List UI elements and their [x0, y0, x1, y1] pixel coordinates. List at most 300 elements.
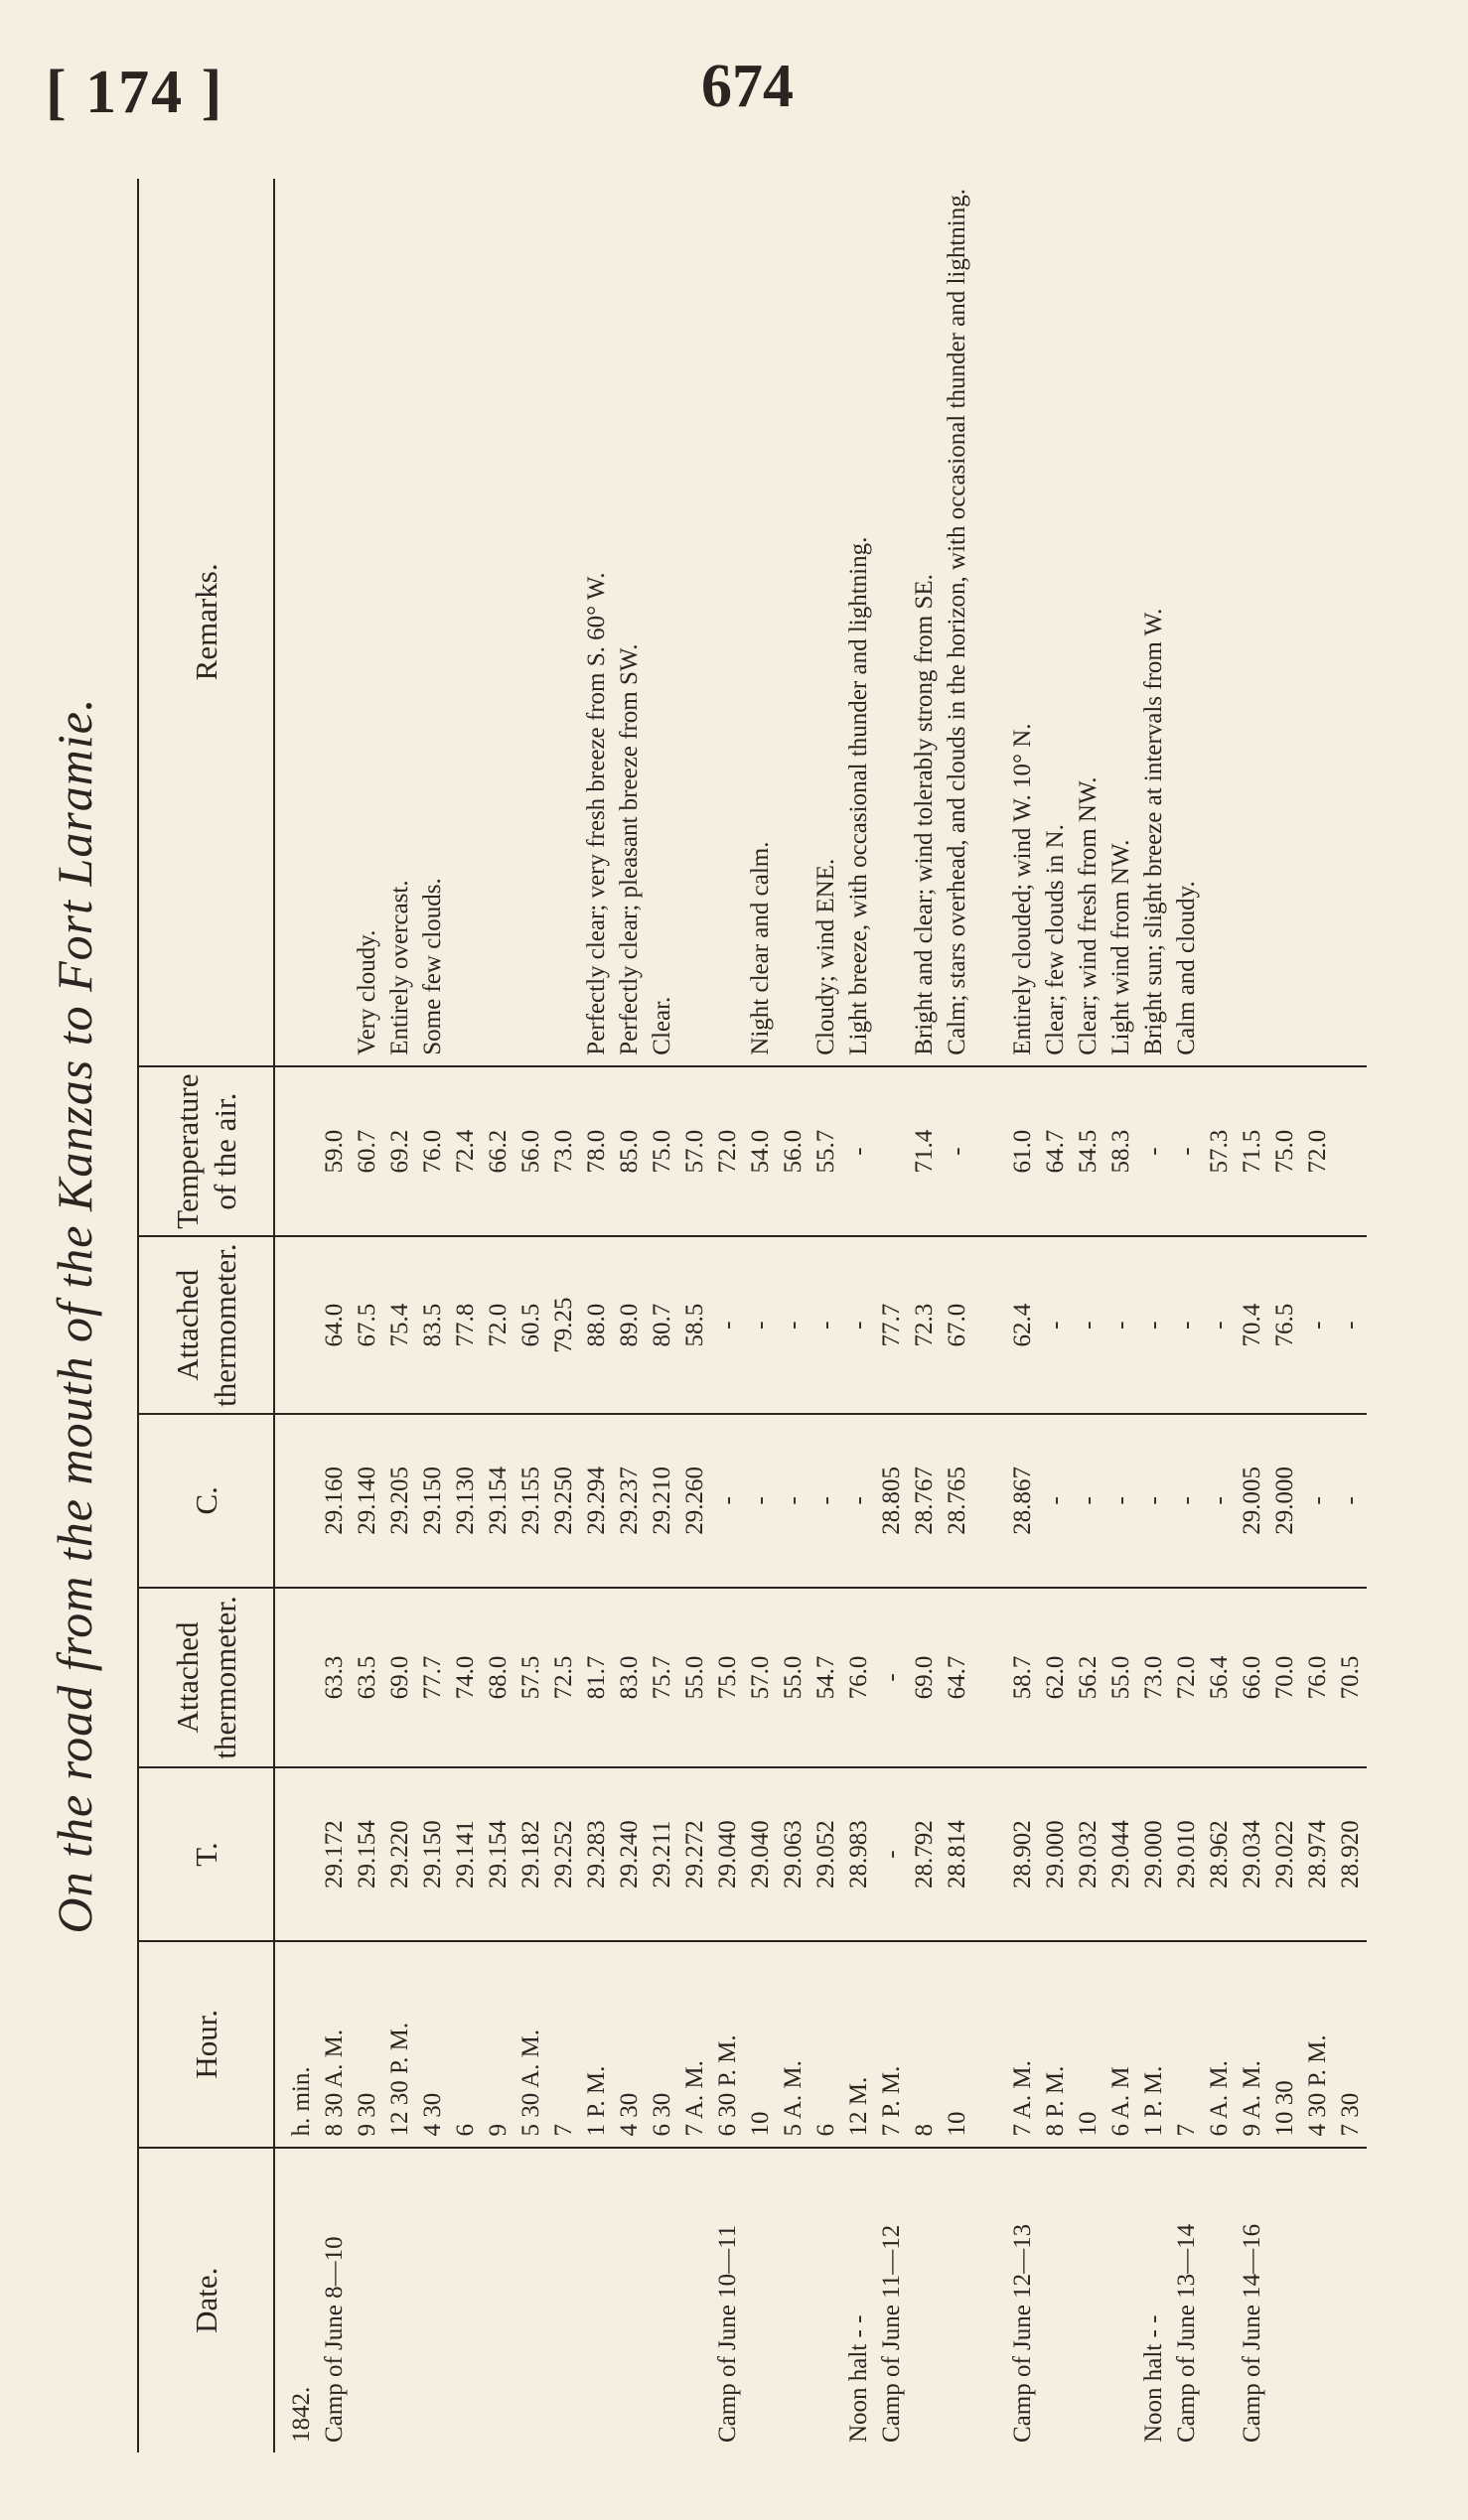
cell-c: -	[744, 1414, 777, 1588]
cell-attached-2: -	[777, 1236, 809, 1413]
header-attached-thermometer-1: Attached thermometer.	[138, 1588, 274, 1767]
cell-c: -	[1170, 1414, 1203, 1588]
cell-t: 28.974	[1301, 1767, 1334, 1941]
table-row	[711, 179, 744, 2452]
cell-date: Noon halt - -	[845, 2314, 872, 2443]
cell-air: 85.0	[613, 1066, 646, 1237]
cell-t: 29.000	[1039, 1767, 1072, 1941]
table-row	[580, 179, 613, 2452]
cell-t: 29.000	[1137, 1767, 1170, 1941]
cell-attached-2: 72.0	[482, 1236, 514, 1413]
cell-attached-1: 72.5	[547, 1588, 580, 1767]
cell-date	[547, 2148, 580, 2452]
cell-air: 66.2	[482, 1066, 514, 1237]
cell-remarks	[547, 179, 580, 1066]
cell-hour: 10	[744, 1941, 777, 2148]
cell-hour: 1 P. M.	[1137, 1941, 1170, 2148]
cell-remarks: Entirely overcast.	[383, 179, 416, 1066]
cell-air: -	[1170, 1066, 1203, 1237]
cell-attached-2: -	[1039, 1236, 1072, 1413]
cell-attached-2	[973, 1236, 1006, 1413]
cell-hour: 6	[449, 1941, 482, 2148]
cell-date	[744, 2148, 777, 2452]
cell-hour: 9 A. M.	[1236, 1941, 1268, 2148]
cell-remarks	[1334, 179, 1367, 1066]
cell-air: 54.0	[744, 1066, 777, 1237]
cell-date	[482, 2148, 514, 2452]
cell-t: 29.154	[482, 1767, 514, 1941]
cell-attached-1: 55.0	[777, 1588, 809, 1767]
cell-air: 56.0	[514, 1066, 547, 1237]
cell-attached-2: 60.5	[514, 1236, 547, 1413]
cell-air: 73.0	[547, 1066, 580, 1237]
cell-air: 55.7	[809, 1066, 842, 1237]
cell-c: -	[711, 1414, 744, 1588]
cell-hour: 8 P. M.	[1039, 1941, 1072, 2148]
cell-c: 28.805	[875, 1414, 908, 1588]
cell-c: 28.765	[941, 1414, 973, 1588]
cell-date	[678, 2148, 711, 2452]
cell-attached-2: 67.0	[941, 1236, 973, 1413]
table-row	[941, 179, 973, 2452]
cell-c: 29.140	[351, 1414, 383, 1588]
cell-c	[973, 1414, 1006, 1588]
cell-c: -	[1137, 1414, 1170, 1588]
cell-remarks: Bright and clear; wind tolerably strong from SE.	[908, 179, 941, 1066]
cell-attached-2: 79.25	[547, 1236, 580, 1413]
cell-attached-2: 89.0	[613, 1236, 646, 1413]
cell-date: Noon halt - -	[1140, 2314, 1167, 2443]
cell-air	[1334, 1066, 1367, 1237]
cell-c: -	[1104, 1414, 1137, 1588]
cell-t: 29.022	[1268, 1767, 1301, 1941]
cell-remarks: Perfectly clear; very fresh breeze from S. 60° W.	[580, 179, 613, 1066]
cell-attached-1: 64.7	[941, 1588, 973, 1767]
cell-t: 29.040	[711, 1767, 744, 1941]
cell-air: 76.0	[416, 1066, 449, 1237]
cell-attached-2: -	[1301, 1236, 1334, 1413]
cell-remarks: Clear; wind fresh from NW.	[1072, 179, 1104, 1066]
cell-air: 75.0	[1268, 1066, 1301, 1237]
cell-hour: 10 30	[1268, 1941, 1301, 2148]
cell-air: 71.4	[908, 1066, 941, 1237]
cell-t: 28.814	[941, 1767, 973, 1941]
cell-attached-2: 58.5	[678, 1236, 711, 1413]
cell-t: 28.962	[1203, 1767, 1236, 1941]
cell-remarks	[973, 179, 1006, 1066]
page-number: 674	[701, 53, 794, 120]
cell-t: 29.032	[1072, 1767, 1104, 1941]
cell-attached-2: 77.7	[875, 1236, 908, 1413]
rotated-page-content	[40, 179, 1420, 2452]
cell-air: 56.0	[777, 1066, 809, 1237]
table-row	[875, 179, 908, 2452]
cell-remarks: Cloudy; wind ENE.	[809, 179, 842, 1066]
table-header-row	[138, 179, 274, 2452]
cell-air: 57.0	[678, 1066, 711, 1237]
cell-attached-2	[274, 1236, 318, 1413]
cell-t: 29.283	[580, 1767, 613, 1941]
cell-t	[274, 1767, 318, 1941]
cell-air: 72.0	[1301, 1066, 1334, 1237]
header-date: Date.	[138, 2148, 274, 2452]
cell-attached-1: 56.4	[1203, 1588, 1236, 1767]
cell-attached-1: 54.7	[809, 1588, 842, 1767]
cell-hour: 7 A. M.	[678, 1941, 711, 2148]
header-hour: Hour.	[138, 1941, 274, 2148]
cell-date	[1072, 2148, 1104, 2452]
cell-attached-2: 88.0	[580, 1236, 613, 1413]
cell-c: 29.205	[383, 1414, 416, 1588]
cell-attached-2: -	[842, 1236, 875, 1413]
cell-t: 29.154	[351, 1767, 383, 1941]
header-c: C.	[138, 1414, 274, 1588]
page-title: On the road from the mouth of the Kanzas to Fort Laramie.	[47, 697, 102, 1934]
cell-air	[274, 1066, 318, 1237]
table-row	[1006, 179, 1039, 2452]
table-row	[416, 179, 449, 2452]
table-row	[1137, 179, 1170, 2452]
cell-t: 29.220	[383, 1767, 416, 1941]
table-row	[383, 179, 416, 2452]
cell-air: 71.5	[1236, 1066, 1268, 1237]
cell-hour: 7 P. M.	[875, 1941, 908, 2148]
cell-t: 28.792	[908, 1767, 941, 1941]
cell-remarks	[1236, 179, 1268, 1066]
table-row	[809, 179, 842, 2452]
cell-attached-1: 63.3	[318, 1588, 351, 1767]
table-row	[973, 179, 1006, 2452]
cell-attached-2: 72.3	[908, 1236, 941, 1413]
cell-attached-1: 57.0	[744, 1588, 777, 1767]
table-row	[908, 179, 941, 2452]
cell-t: 29.010	[1170, 1767, 1203, 1941]
cell-hour: 4 30 P. M.	[1301, 1941, 1334, 2148]
cell-attached-2: 80.7	[646, 1236, 678, 1413]
cell-attached-1: 69.0	[383, 1588, 416, 1767]
cell-remarks	[449, 179, 482, 1066]
cell-t: 29.272	[678, 1767, 711, 1941]
bracket-page-number: [ 174 ]	[46, 59, 224, 126]
cell-remarks	[1203, 179, 1236, 1066]
cell-air: 75.0	[646, 1066, 678, 1237]
cell-t: 29.141	[449, 1767, 482, 1941]
cell-attached-1: 55.0	[678, 1588, 711, 1767]
cell-t: 29.052	[809, 1767, 842, 1941]
cell-hour: 12 30 P. M.	[383, 1941, 416, 2148]
cell-date	[973, 2148, 1006, 2452]
cell-hour: 7 A. M.	[1006, 1941, 1039, 2148]
cell-attached-1: 66.0	[1236, 1588, 1268, 1767]
cell-date	[416, 2148, 449, 2452]
cell-attached-1: 63.5	[351, 1588, 383, 1767]
cell-attached-1: 81.7	[580, 1588, 613, 1767]
cell-t: 29.211	[646, 1767, 678, 1941]
cell-hour: 6	[809, 1941, 842, 2148]
cell-date	[580, 2148, 613, 2452]
cell-hour	[973, 1941, 1006, 2148]
cell-attached-1: 70.5	[1334, 1588, 1367, 1767]
table-row	[318, 179, 351, 2452]
cell-hour: 8 30 A. M.	[318, 1941, 351, 2148]
cell-air: 69.2	[383, 1066, 416, 1237]
cell-air: 59.0	[318, 1066, 351, 1237]
cell-attached-2: -	[1334, 1236, 1367, 1413]
cell-attached-2: -	[711, 1236, 744, 1413]
cell-attached-2: 62.4	[1006, 1236, 1039, 1413]
cell-date	[646, 2148, 678, 2452]
cell-hour: 6 30	[646, 1941, 678, 2148]
cell-air: 64.7	[1039, 1066, 1072, 1237]
cell-remarks: Very cloudy.	[351, 179, 383, 1066]
cell-c: 29.005	[1236, 1414, 1268, 1588]
cell-air: 72.0	[711, 1066, 744, 1237]
cell-attached-1: 62.0	[1039, 1588, 1072, 1767]
cell-c: -	[1072, 1414, 1104, 1588]
cell-remarks: Light wind from NW.	[1104, 179, 1137, 1066]
cell-date	[1104, 2148, 1137, 2452]
cell-remarks: Clear; few clouds in N.	[1039, 179, 1072, 1066]
cell-attached-2: -	[1137, 1236, 1170, 1413]
cell-hour: 7 30	[1334, 1941, 1367, 2148]
cell-c: -	[842, 1414, 875, 1588]
cell-air: 58.3	[1104, 1066, 1137, 1237]
cell-date	[1268, 2148, 1301, 2452]
table-row	[1104, 179, 1137, 2452]
cell-t: 29.044	[1104, 1767, 1137, 1941]
cell-remarks	[1268, 179, 1301, 1066]
cell-c: 29.155	[514, 1414, 547, 1588]
cell-t: 29.240	[613, 1767, 646, 1941]
cell-air: -	[1137, 1066, 1170, 1237]
cell-attached-2: 70.4	[1236, 1236, 1268, 1413]
cell-attached-1: 58.7	[1006, 1588, 1039, 1767]
cell-air: -	[842, 1066, 875, 1237]
cell-hour: 9 30	[351, 1941, 383, 2148]
cell-date: Camp of June 10—11	[714, 2224, 741, 2443]
cell-attached-1	[274, 1588, 318, 1767]
table-row	[1072, 179, 1104, 2452]
cell-attached-1: 72.0	[1170, 1588, 1203, 1767]
cell-attached-2: -	[1072, 1236, 1104, 1413]
cell-hour: 7	[547, 1941, 580, 2148]
cell-c: -	[809, 1414, 842, 1588]
cell-t: 28.983	[842, 1767, 875, 1941]
cell-air: 54.5	[1072, 1066, 1104, 1237]
cell-air: 61.0	[1006, 1066, 1039, 1237]
cell-remarks	[711, 179, 744, 1066]
cell-date	[941, 2148, 973, 2452]
header-air-temperature: Temperature of the air.	[138, 1066, 274, 1237]
cell-attached-2: -	[1203, 1236, 1236, 1413]
cell-t: 28.902	[1006, 1767, 1039, 1941]
cell-c: 29.130	[449, 1414, 482, 1588]
table-row	[678, 179, 711, 2452]
table-row	[1301, 179, 1334, 2452]
cell-attached-1: 70.0	[1268, 1588, 1301, 1767]
cell-remarks: Clear.	[646, 179, 678, 1066]
cell-date	[809, 2148, 842, 2452]
header-attached-thermometer-2: Attached thermometer.	[138, 1236, 274, 1413]
cell-remarks: Light breeze, with occasional thunder and lightning.	[842, 179, 875, 1066]
cell-t: -	[875, 1767, 908, 1941]
cell-attached-1: 76.0	[1301, 1588, 1334, 1767]
cell-hour: 10	[1072, 1941, 1104, 2148]
table-row	[1236, 179, 1268, 2452]
cell-attached-2: 77.8	[449, 1236, 482, 1413]
table-row	[351, 179, 383, 2452]
table-row	[1039, 179, 1072, 2452]
cell-air: 78.0	[580, 1066, 613, 1237]
cell-attached-1: 74.0	[449, 1588, 482, 1767]
table-row	[1334, 179, 1367, 2452]
cell-hour: 5 30 A. M.	[514, 1941, 547, 2148]
table-row	[547, 179, 580, 2452]
cell-attached-1: 76.0	[842, 1588, 875, 1767]
cell-c: 29.250	[547, 1414, 580, 1588]
cell-date: 1842.	[288, 2386, 315, 2443]
cell-attached-1: 69.0	[908, 1588, 941, 1767]
table-row	[646, 179, 678, 2452]
cell-date: Camp of June 8—10	[321, 2236, 348, 2443]
table-row	[274, 179, 318, 2452]
cell-hour: 1 P. M.	[580, 1941, 613, 2148]
cell-t: 29.252	[547, 1767, 580, 1941]
table-row	[449, 179, 482, 2452]
cell-hour: 6 A. M	[1104, 1941, 1137, 2148]
cell-date: Camp of June 13—14	[1173, 2223, 1200, 2443]
cell-remarks: Some few clouds.	[416, 179, 449, 1066]
cell-c: 29.160	[318, 1414, 351, 1588]
cell-hour: 6 30 P. M.	[711, 1941, 744, 2148]
cell-hour: 6 A. M.	[1203, 1941, 1236, 2148]
cell-hour: 12 M.	[842, 1941, 875, 2148]
cell-c: 29.210	[646, 1414, 678, 1588]
cell-remarks	[678, 179, 711, 1066]
table-row	[613, 179, 646, 2452]
cell-t: 29.182	[514, 1767, 547, 1941]
cell-c: 29.237	[613, 1414, 646, 1588]
cell-date	[449, 2148, 482, 2452]
cell-date: Camp of June 14—16	[1239, 2223, 1265, 2443]
cell-attached-1: 75.0	[711, 1588, 744, 1767]
cell-remarks: Calm and cloudy.	[1170, 179, 1203, 1066]
cell-date	[383, 2148, 416, 2452]
cell-remarks	[482, 179, 514, 1066]
cell-c: -	[777, 1414, 809, 1588]
cell-remarks	[274, 179, 318, 1066]
cell-attached-1: 83.0	[613, 1588, 646, 1767]
cell-hour: 7	[1170, 1941, 1203, 2148]
cell-date	[777, 2148, 809, 2452]
cell-attached-2: 75.4	[383, 1236, 416, 1413]
table-row	[744, 179, 777, 2452]
cell-t: 29.150	[416, 1767, 449, 1941]
cell-attached-1: 55.0	[1104, 1588, 1137, 1767]
cell-air: 57.3	[1203, 1066, 1236, 1237]
table-row	[777, 179, 809, 2452]
cell-c: 29.000	[1268, 1414, 1301, 1588]
cell-t: 29.063	[777, 1767, 809, 1941]
cell-date: Camp of June 11—12	[878, 2224, 905, 2443]
cell-attached-1: 57.5	[514, 1588, 547, 1767]
header-remarks: Remarks.	[138, 179, 274, 1066]
table-row	[514, 179, 547, 2452]
cell-attached-1: 68.0	[482, 1588, 514, 1767]
table-row	[1203, 179, 1236, 2452]
cell-c: 29.294	[580, 1414, 613, 1588]
cell-attached-2: 64.0	[318, 1236, 351, 1413]
cell-t: 29.172	[318, 1767, 351, 1941]
cell-remarks	[318, 179, 351, 1066]
table-row	[842, 179, 875, 2452]
cell-t: 28.920	[1334, 1767, 1367, 1941]
cell-attached-1: 56.2	[1072, 1588, 1104, 1767]
cell-date	[908, 2148, 941, 2452]
cell-date: Camp of June 12—13	[1009, 2223, 1036, 2443]
cell-c: -	[1334, 1414, 1367, 1588]
cell-hour: 10	[941, 1941, 973, 2148]
cell-attached-2: -	[1170, 1236, 1203, 1413]
cell-c: -	[1203, 1414, 1236, 1588]
cell-date	[1039, 2148, 1072, 2452]
cell-remarks	[875, 179, 908, 1066]
cell-remarks: Night clear and calm.	[744, 179, 777, 1066]
cell-date	[514, 2148, 547, 2452]
cell-date	[1203, 2148, 1236, 2452]
cell-remarks	[1301, 179, 1334, 1066]
cell-remarks: Entirely clouded; wind W. 10° N.	[1006, 179, 1039, 1066]
cell-air: -	[941, 1066, 973, 1237]
cell-attached-2: -	[744, 1236, 777, 1413]
table-body	[274, 179, 1367, 2452]
cell-t: 29.040	[744, 1767, 777, 1941]
table-row	[1268, 179, 1301, 2452]
cell-attached-2: 76.5	[1268, 1236, 1301, 1413]
cell-date	[351, 2148, 383, 2452]
weather-log-table	[137, 179, 1367, 2452]
cell-hour: h. min.	[274, 1941, 318, 2148]
cell-c: -	[1301, 1414, 1334, 1588]
cell-remarks	[514, 179, 547, 1066]
cell-attached-1: 75.7	[646, 1588, 678, 1767]
cell-attached-1: -	[875, 1588, 908, 1767]
cell-hour: 4 30	[613, 1941, 646, 2148]
cell-t	[973, 1767, 1006, 1941]
cell-attached-2: 83.5	[416, 1236, 449, 1413]
cell-air	[875, 1066, 908, 1237]
cell-t: 29.034	[1236, 1767, 1268, 1941]
cell-c: 28.867	[1006, 1414, 1039, 1588]
cell-date	[1334, 2148, 1367, 2452]
table-row	[1170, 179, 1203, 2452]
cell-attached-1	[973, 1588, 1006, 1767]
cell-remarks: Calm; stars overhead, and clouds in the horizon, with occasional thunder and lightning.	[941, 179, 973, 1066]
header-t: T.	[138, 1767, 274, 1941]
cell-c	[274, 1414, 318, 1588]
cell-attached-1: 73.0	[1137, 1588, 1170, 1767]
cell-attached-2: 67.5	[351, 1236, 383, 1413]
cell-hour: 9	[482, 1941, 514, 2148]
cell-air: 72.4	[449, 1066, 482, 1237]
cell-hour: 8	[908, 1941, 941, 2148]
cell-c: 29.260	[678, 1414, 711, 1588]
cell-date	[613, 2148, 646, 2452]
cell-attached-2: -	[1104, 1236, 1137, 1413]
cell-remarks: Perfectly clear; pleasant breeze from SW.	[613, 179, 646, 1066]
cell-remarks	[777, 179, 809, 1066]
cell-hour: 4 30	[416, 1941, 449, 2148]
